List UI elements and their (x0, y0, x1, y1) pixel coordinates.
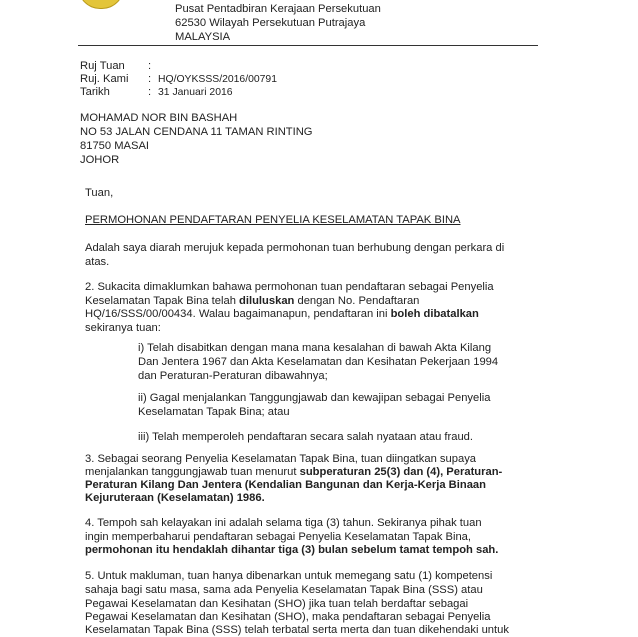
para5-line: sahaja bagi satu masa, sama ada Penyelia Keselamatan Tapak Bina (SSS) atau (85, 584, 483, 596)
para5-line: Pegawai Keselamatan dan Kesihatan (SHO) jika tuan telah berdaftar sebagai (85, 598, 469, 610)
recipient-address (80, 111, 313, 167)
letter-subject: PERMOHONAN PENDAFTARAN PENYELIA KESELAMATAN TAPAK BINA (85, 214, 461, 226)
government-crest (78, 0, 124, 9)
para5-line: Pegawai Keselamatan dan Kesihatan (SHO), maka pendaftaran sebagai Penyelia (85, 611, 491, 623)
item-iii-line: iii) Telah memperoleh pendaftaran secara salah nyataan atau fraud. (138, 431, 474, 443)
address-line: MALAYSIA (175, 31, 231, 43)
ref-row-tarikh (80, 86, 277, 99)
para2-line: Keselamatan Tapak Bina telah diluluskan dengan No. Pendaftaran (85, 295, 420, 307)
item-ii-line: ii) Gagal menjalankan Tanggungjawab dan kewajipan sebagai Penyelia (138, 392, 491, 404)
intro-line: atas. (85, 256, 110, 268)
para4-line: ingin memperbaharui pendaftaran sebagai Penyelia Keselamatan Tapak Bina, (85, 531, 472, 543)
para4-line: 4. Tempoh sah kelayakan ini adalah selama tiga (3) tahun. Sekiranya pihak tuan (85, 517, 482, 529)
header-divider (78, 45, 538, 46)
sender-address (175, 2, 381, 44)
recipient-line: MOHAMAD NOR BIN BASHAH (80, 112, 238, 124)
intro-line: Adalah saya diarah merujuk kepada permohonan tuan berhubung dengan perkara di (85, 242, 505, 254)
ref-colon: : (148, 73, 152, 85)
reference-block (80, 60, 277, 99)
ref-label: Ruj. Kami (80, 73, 129, 85)
para2-line: sekiranya tuan: (85, 322, 161, 334)
para3-line: Kejuruteraan (Keselamatan) 1986. (85, 492, 265, 504)
ref-row-ruj-kami (80, 73, 277, 86)
recipient-line: 81750 MASAI (80, 140, 150, 152)
para2-line: 2. Sukacita dimaklumkan bahawa permohonan tuan pendaftaran sebagai Penyelia (85, 281, 494, 293)
item-i-line: dan Peraturan-Peraturan dibawahnya; (138, 370, 328, 382)
ref-value: HQ/OYKSSS/2016/00791 (158, 74, 277, 85)
para4-line: permohonan itu hendaklah dihantar tiga (3) bulan sebelum tamat tempoh sah. (85, 544, 499, 556)
item-ii-line: Keselamatan Tapak Bina; atau (138, 406, 290, 418)
ref-label: Ruj Tuan (80, 60, 125, 72)
para5-line: 5. Untuk makluman, tuan hanya dibenarkan untuk memegang satu (1) kompetensi (85, 570, 493, 582)
address-line: Pusat Pentadbiran Kerajaan Persekutuan (175, 3, 381, 15)
item-i-line: i) Telah disabitkan dengan mana mana kesalahan di bawah Akta Kilang (138, 342, 492, 354)
para3-line: Peraturan Kilang Dan Jentera (Kendalian Bangunan dan Kerja-Kerja Binaan (85, 479, 486, 491)
recipient-line: JOHOR (80, 154, 120, 166)
ref-label: Tarikh (80, 86, 110, 98)
recipient-line: NO 53 JALAN CENDANA 11 TAMAN RINTING (80, 126, 313, 138)
para5-line: Keselamatan Tapak Bina (SSS) telah terbatal serta merta dan tuan dikehendaki untuk (85, 624, 509, 636)
ref-value: 31 Januari 2016 (158, 87, 233, 98)
para3-line: menjalankan tanggungjawab tuan menurut subperaturan 25(3) dan (4), Peraturan- (85, 466, 503, 478)
item-i-line: Dan Jentera 1967 dan Akta Keselamatan dan Kesihatan Pekerjaan 1994 (138, 356, 499, 368)
salutation: Tuan, (85, 187, 114, 199)
ref-row-ruj-tuan (80, 60, 277, 73)
ref-colon: : (148, 60, 152, 72)
para2-line: HQ/16/SSS/00/00434. Walau bagaimanapun, pendaftaran ini boleh dibatalkan (85, 308, 479, 320)
address-line: 62530 Wilayah Persekutuan Putrajaya (175, 17, 366, 29)
para3-line: 3. Sebagai seorang Penyelia Keselamatan Tapak Bina, tuan diingatkan supaya (85, 453, 477, 465)
ref-colon: : (148, 86, 152, 98)
